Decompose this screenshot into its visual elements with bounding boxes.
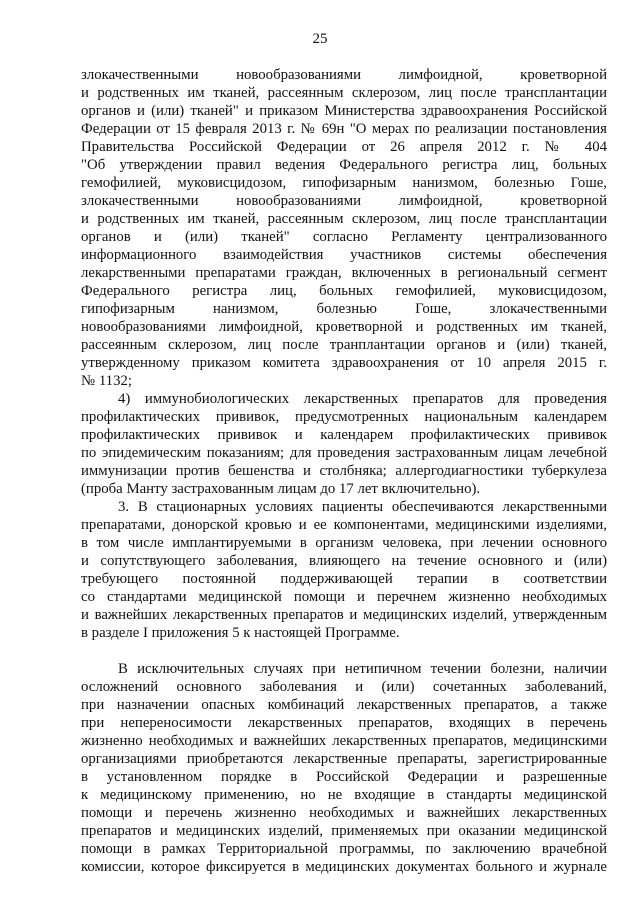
text-line: препаратами, донорской кровью и ее компонентами, медицинскими изделиями, bbox=[81, 517, 607, 533]
text-line: жизненно необходимых и важнейших лекарственных препаратов, медицинскими bbox=[81, 733, 607, 749]
text-line: и родственных им тканей, рассеянным склерозом, лиц после трансплантации bbox=[81, 211, 607, 227]
text-line: органов и (или) тканей" согласно Регламенту централизованного bbox=[81, 229, 607, 245]
text-line: рассеянным склерозом, лиц после транплантации органов и (или) тканей, bbox=[81, 337, 607, 353]
text-line: профилактических прививок и календарем профилактических прививок bbox=[81, 427, 607, 443]
text-line: в разделе I приложения 5 к настоящей Программе. bbox=[81, 625, 400, 641]
text-line: Правительства Российской Федерации от 26 апреля 2012 г. № 404 bbox=[81, 139, 607, 155]
text-line: (проба Манту застрахованным лицам до 17 лет включительно). bbox=[81, 481, 481, 497]
text-line: В исключительных случаях при нетипичном течении болезни, наличии bbox=[118, 661, 607, 677]
text-line: и сопутствующего заболевания, влияющего на течение основного и (или) bbox=[81, 553, 607, 569]
text-line: Федерального регистра лиц, больных гемофилией, муковисцидозом, bbox=[81, 283, 607, 299]
page-number: 25 bbox=[312, 31, 328, 47]
text-line: комиссии, которое фиксируется в медицинских документах больного и журнале bbox=[81, 859, 607, 875]
text-line: осложнений основного заболевания и (или) сочетанных заболеваний, bbox=[81, 679, 607, 695]
text-line: 3. В стационарных условиях пациенты обеспечиваются лекарственными bbox=[118, 499, 607, 515]
text-line: при назначении опасных комбинаций лекарственных препаратов, а также bbox=[81, 697, 607, 713]
text-line: лекарственными препаратами граждан, включенных в региональный сегмент bbox=[81, 265, 607, 281]
text-line: "Об утверждении правил ведения Федерального регистра лиц, больных bbox=[81, 157, 607, 173]
text-line: утвержденному приказом комитета здравоохранения от 10 апреля 2015 г. bbox=[81, 355, 607, 371]
text-line: гемофилией, муковисцидозом, гипофизарным нанизмом, болезнью Гоше, bbox=[81, 175, 607, 191]
text-line: и родственных им тканей, рассеянным склерозом, лиц после трансплантации bbox=[81, 85, 607, 101]
text-line: органов и (или) тканей" и приказом Министерства здравоохранения Российской bbox=[81, 103, 607, 119]
text-line: препаратов и медицинских изделий, применяемых при оказании медицинской bbox=[81, 823, 607, 839]
text-line: профилактических прививок, предусмотренных национальным календарем bbox=[81, 409, 607, 425]
text-line: в том числе имплантируемыми в организм человека, при лечении основного bbox=[81, 535, 607, 551]
text-line: новообразованиями лимфоидной, кроветворной и родственных им тканей, bbox=[81, 319, 607, 335]
text-line: в установленном порядке в Российской Федерации и разрешенные bbox=[81, 769, 607, 785]
text-line: организациями приобретаются лекарственные препараты, зарегистрированные bbox=[81, 751, 607, 767]
text-line: помощи и перечень жизненно необходимых и важнейших лекарственных bbox=[81, 805, 607, 821]
paragraph-gap bbox=[81, 642, 607, 660]
text-line: помощи в рамках Территориальной программы, по заключению врачебной bbox=[81, 841, 607, 857]
text-line: информационного взаимодействия участников системы обеспечения bbox=[81, 247, 607, 263]
text-line: по эпидемическим показаниям; для проведения застрахованным лицам лечебной bbox=[81, 445, 607, 461]
body-text bbox=[81, 66, 607, 876]
text-line: гипофизарным нанизмом, болезнью Гоше, злокачественными bbox=[81, 301, 607, 317]
text-line: № 1132; bbox=[81, 373, 132, 389]
text-line: требующего постоянной поддерживающей терапии в соответствии bbox=[81, 571, 607, 587]
text-line: к медицинскому применению, но не входящие в стандарты медицинской bbox=[81, 787, 607, 803]
text-line: со стандартами медицинской помощи и перечнем жизненно необходимых bbox=[81, 589, 607, 605]
text-line: 4) иммунобиологических лекарственных препаратов для проведения bbox=[118, 391, 607, 407]
text-line: и важнейших лекарственных препаратов и медицинских изделий, утвержденным bbox=[81, 607, 607, 623]
text-line: злокачественными новообразованиями лимфоидной, кроветворной bbox=[81, 193, 607, 209]
text-line: иммунизации против бешенства и столбняка; аллергодиагностики туберкулеза bbox=[81, 463, 607, 479]
text-line: злокачественными новообразованиями лимфоидной, кроветворной bbox=[81, 67, 607, 83]
text-line: при непереносимости лекарственных препаратов, входящих в перечень bbox=[81, 715, 607, 731]
text-line: Федерации от 15 февраля 2013 г. № 69н "О мерах по реализации постановления bbox=[81, 121, 607, 137]
